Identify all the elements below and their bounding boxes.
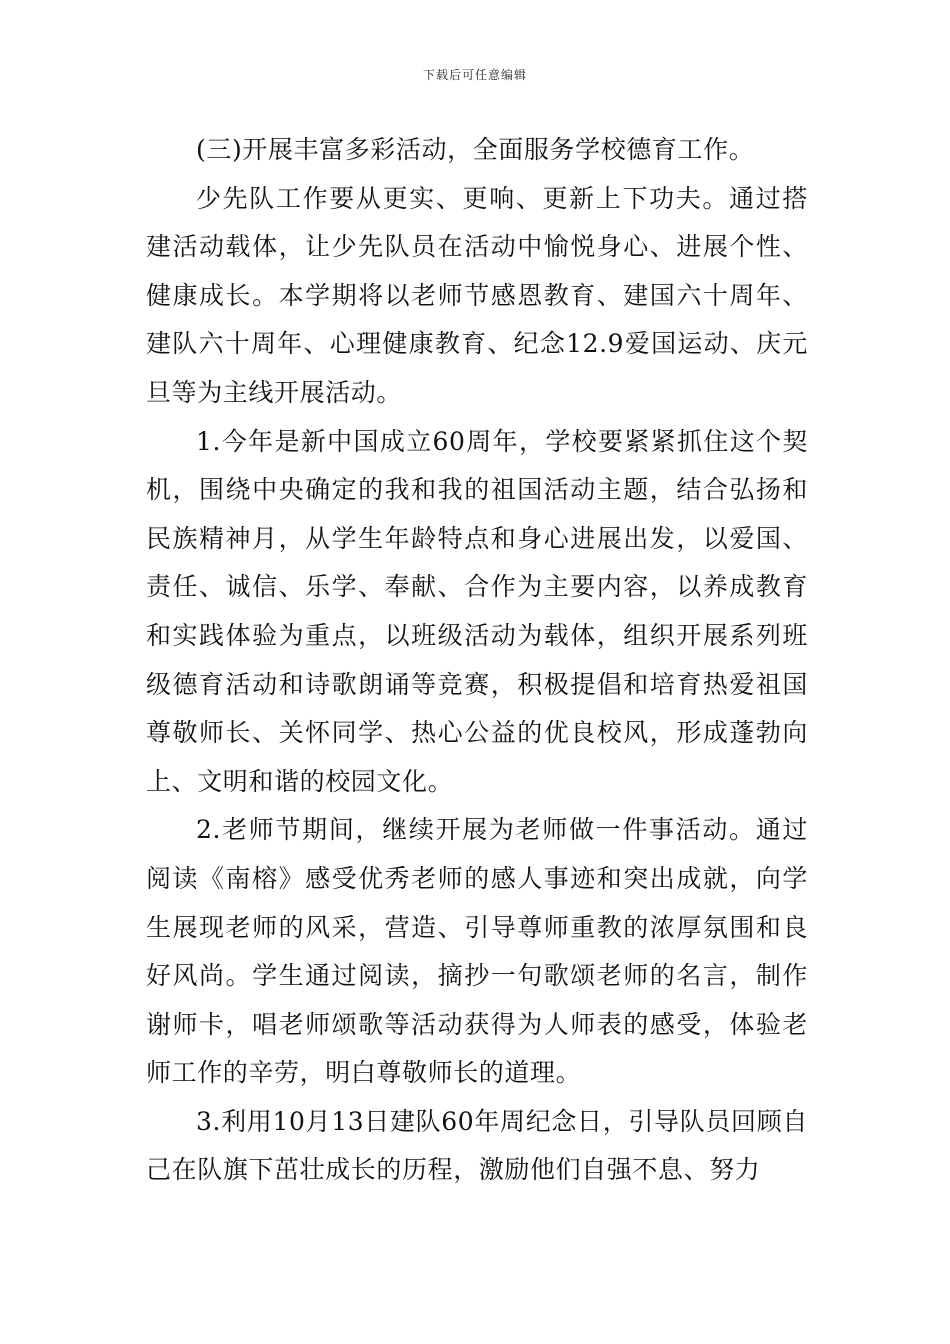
paragraph-item-3: 3.利用10月13日建队60年周纪念日，引导队员回顾自己在队旗下茁壮成长的历程，激励他们自强不息、努力 — [146, 1106, 808, 1185]
paragraph-intro: 少先队工作要从更实、更响、更新上下功夫。通过搭建活动载体，让少先队员在活动中愉悦身心、进展个性、健康成长。本学期将以老师节感恩教育、建国六十周年、建队六十周年、心理健康教育、纪念12.9爱国运动、庆元旦等为主线开展活动。 — [146, 183, 808, 407]
page-header-note: 下载后可任意编辑 — [422, 68, 527, 82]
paragraph-item-1: 1.今年是新中国成立60周年，学校要紧紧抓住这个契机，围绕中央确定的我和我的祖国活动主题，结合弘扬和民族精神月，从学生年龄特点和身心进展出发，以爱国、责任、诚信、乐学、奉献、合作为主要内容，以养成教育和实践体验为重点，以班级活动为载体，组织开展系列班级德育活动和诗歌朗诵等竞赛，积极提倡和培育热爱祖国尊敬师长、关怀同学、热心公益的优良校风，形成蓬勃向上、文明和谐的校园文化。 — [146, 426, 808, 796]
section-heading: (三)开展丰富多彩活动，全面服务学校德育工作。 — [196, 135, 755, 164]
document-body — [146, 126, 808, 1195]
paragraph-item-2: 2.老师节期间，继续开展为老师做一件事活动。通过阅读《南榕》感受优秀老师的感人事迹和突出成就，向学生展现老师的风采，营造、引导尊师重教的浓厚氛围和良好风尚。学生通过阅读，摘抄一句歌颂老师的名言，制作谢师卡，唱老师颂歌等活动获得为人师表的感受，体验老师工作的辛劳，明白尊敬师长的道理。 — [146, 815, 808, 1088]
